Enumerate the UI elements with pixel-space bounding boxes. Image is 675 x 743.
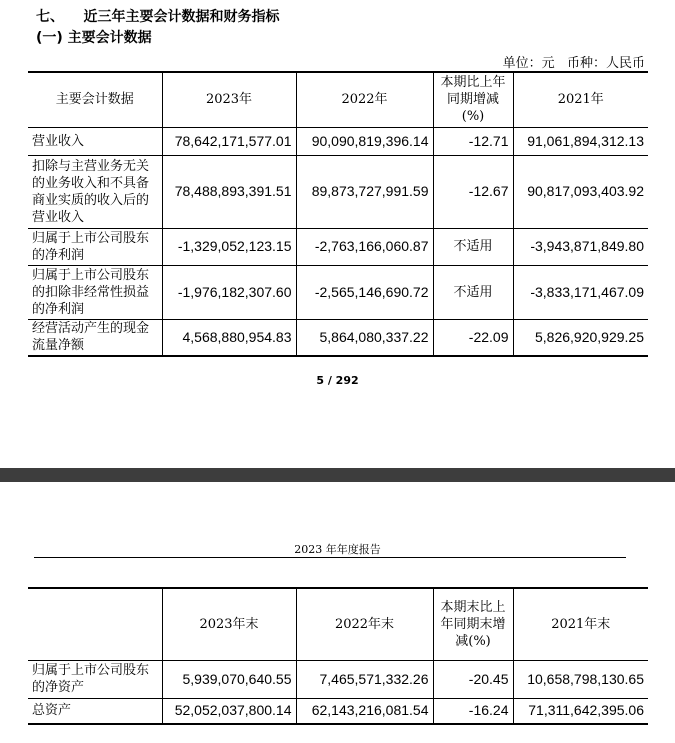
value-2021: -3,943,871,849.80 — [513, 228, 648, 265]
value-2022: -2,763,166,060.87 — [296, 228, 433, 265]
value-2023: 52,052,037,800.14 — [162, 698, 296, 724]
table-row — [28, 660, 648, 698]
header-cell: 2022年末 — [296, 588, 433, 660]
value-change: -12.67 — [433, 155, 513, 228]
header-cell: 本期比上年同期增减(%) — [433, 72, 513, 127]
table-row — [28, 319, 648, 356]
value-2021: 90,817,093,403.92 — [513, 155, 648, 228]
page-break-divider — [0, 468, 675, 482]
value-2023: 5,939,070,640.55 — [162, 660, 296, 698]
accounting-data-table — [28, 71, 648, 357]
row-label: 扣除与主营业务无关的业务收入和不具备商业实质的收入后的营业收入 — [28, 155, 162, 228]
header-cell: 主要会计数据 — [28, 72, 162, 127]
table-row — [28, 155, 648, 228]
running-header: 2023 年年度报告 — [294, 543, 381, 556]
table-header-row — [28, 588, 648, 660]
page-number: 5 / 292 — [316, 374, 359, 387]
value-change: 不适用 — [433, 228, 513, 265]
value-2023: -1,329,052,123.15 — [162, 228, 296, 265]
value-2022: 62,143,216,081.54 — [296, 698, 433, 724]
header-cell: 2023年末 — [162, 588, 296, 660]
value-2021: 71,311,642,395.06 — [513, 698, 648, 724]
value-2022: 89,873,727,991.59 — [296, 155, 433, 228]
table-row — [28, 127, 648, 155]
header-cell: 2021年 — [513, 72, 648, 127]
table-header-row — [28, 72, 648, 127]
value-change: -20.45 — [433, 660, 513, 698]
header-cell: 2021年末 — [513, 588, 648, 660]
value-2023: 4,568,880,954.83 — [162, 319, 296, 356]
balance-data-table — [28, 587, 648, 725]
unit-label: 单位：元 币种：人民币 — [502, 56, 645, 71]
value-2021: 10,658,798,130.65 — [513, 660, 648, 698]
value-2022: 5,864,080,337.22 — [296, 319, 433, 356]
row-label: 归属于上市公司股东的扣除非经常性损益的净利润 — [28, 265, 162, 319]
header-cell — [28, 588, 162, 660]
value-2023: 78,488,893,391.51 — [162, 155, 296, 228]
value-change: 不适用 — [433, 265, 513, 319]
row-label: 经营活动产生的现金流量净额 — [28, 319, 162, 356]
value-2022: 90,090,819,396.14 — [296, 127, 433, 155]
value-2023: -1,976,182,307.60 — [162, 265, 296, 319]
value-2023: 78,642,171,577.01 — [162, 127, 296, 155]
header-cell: 2023年 — [162, 72, 296, 127]
table-row — [28, 228, 648, 265]
value-2021: -3,833,171,467.09 — [513, 265, 648, 319]
row-label: 营业收入 — [28, 127, 162, 155]
value-change: -16.24 — [433, 698, 513, 724]
subsection-title: (一) 主要会计数据 — [36, 30, 152, 46]
table-row — [28, 265, 648, 319]
value-2022: -2,565,146,690.72 — [296, 265, 433, 319]
row-label: 归属于上市公司股东的净利润 — [28, 228, 162, 265]
value-2021: 5,826,920,929.25 — [513, 319, 648, 356]
value-2022: 7,465,571,332.26 — [296, 660, 433, 698]
row-label: 归属于上市公司股东的净资产 — [28, 660, 162, 698]
header-rule — [34, 557, 626, 558]
header-cell: 2022年 — [296, 72, 433, 127]
section-title: 七、 近三年主要会计数据和财务指标 — [36, 9, 280, 25]
header-cell: 本期末比上年同期末增减(%) — [433, 588, 513, 660]
value-change: -22.09 — [433, 319, 513, 356]
row-label: 总资产 — [28, 698, 162, 724]
value-2021: 91,061,894,312.13 — [513, 127, 648, 155]
table-row — [28, 698, 648, 724]
value-change: -12.71 — [433, 127, 513, 155]
